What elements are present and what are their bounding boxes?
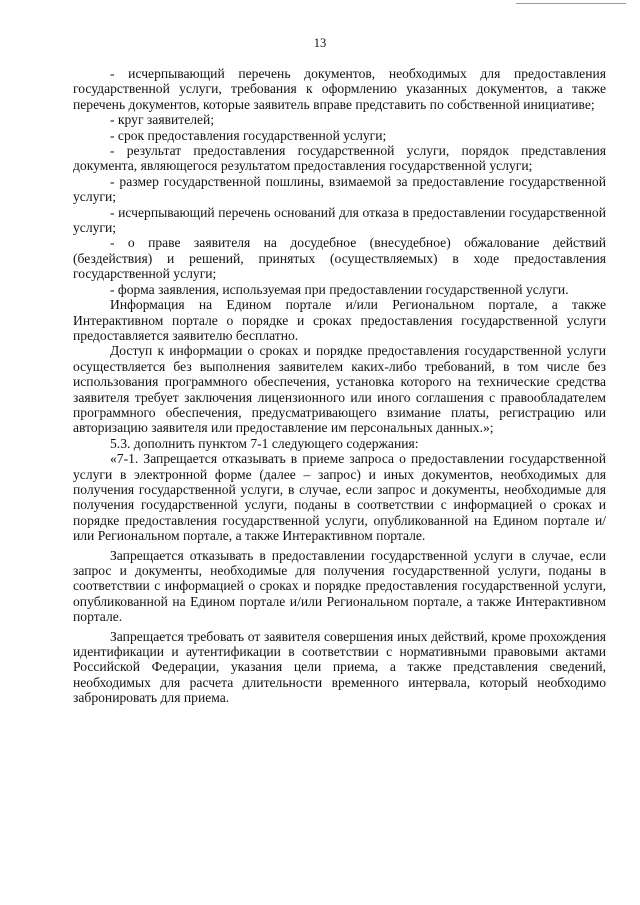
paragraph-information-access: Доступ к информации о сроках и порядке предоставления государственной услуги осуществляется без выполнения заявителем каких-либо требований, в том числе без использования программного обеспечения, установка которого на технические средства заявителя требует заключения лицензионного или иного соглашения с правообладателем программного обеспечения, предусматривающего взимание платы, регистрацию или авторизацию заявителя или предоставление им персональных данных.»; xyxy=(73,343,606,436)
list-item-service-term: - срок предоставления государственной услуги; xyxy=(110,127,387,143)
scan-edge-line xyxy=(516,3,626,4)
list-item-documents: - исчерпывающий перечень документов, необходимых для предоставления государственной услуги, требования к оформлению указанных документов, а также перечень документов, которые заявитель вправе представить по собственной инициативе; xyxy=(73,66,606,112)
document-body xyxy=(73,66,606,706)
list-item-appeal-right: - о праве заявителя на досудебное (внесудебное) обжалование действий (бездействия) и решений, принятых (осуществляемых) в ходе предоставления государственной услуги; xyxy=(73,235,606,282)
list-item-applicants: - круг заявителей; xyxy=(110,112,215,128)
paragraph-free-information: Информация на Едином портале и/или Региональном портале, а также Интерактивном портале о порядке и сроках предоставления государственной услуги предоставляется заявителю бесплатно. xyxy=(73,297,606,343)
list-item-service-result: - результат предоставления государственной услуги, порядок представления документа, являющегося результатом предоставления государственной услуги; xyxy=(73,143,606,174)
paragraph-clause-7-1: «7-1. Запрещается отказывать в приеме запроса о предоставлении государственной услуги в электронной форме (далее – запрос) и иных документов, необходимых для получения государственной услуги, в случае, если запрос и документы, необходимые для получения государственной услуги, поданы в соответствии с информацией о сроках и порядке предоставления государственной услуги, опубликованной на Едином портале и/или Региональном портале, а также Интерактивном портале. xyxy=(73,451,606,544)
list-item-application-form: - форма заявления, используемая при предоставлении государственной услуги. xyxy=(110,281,569,297)
paragraph-extra-actions-prohibited: Запрещается требовать от заявителя совершения иных действий, кроме прохождения идентификации и аутентификации в соответствии с нормативными правовыми актами Российской Федерации, указания цели приема, а также представления сведений, необходимых для расчета длительности временного интервала, который необходимо забронировать для приема. xyxy=(73,628,606,706)
paragraph-amendment-5-3: 5.3. дополнить пунктом 7-1 следующего содержания: xyxy=(110,435,419,451)
list-item-refusal-grounds: - исчерпывающий перечень оснований для отказа в предоставлении государственной услуги; xyxy=(73,204,606,236)
page-number: 13 xyxy=(313,36,327,50)
list-item-state-fee: - размер государственной пошлины, взимаемой за предоставление государственной услуги; xyxy=(73,173,606,205)
paragraph-refusal-prohibited: Запрещается отказывать в предоставлении государственной услуги в случае, если запрос и документы, необходимые для получения государственной услуги, поданы в соответствии с информацией о сроках и порядке предоставления государственной услуги, опубликованной на Едином портале и/или Региональном портале, а также Интерактивном портале. xyxy=(73,547,606,625)
